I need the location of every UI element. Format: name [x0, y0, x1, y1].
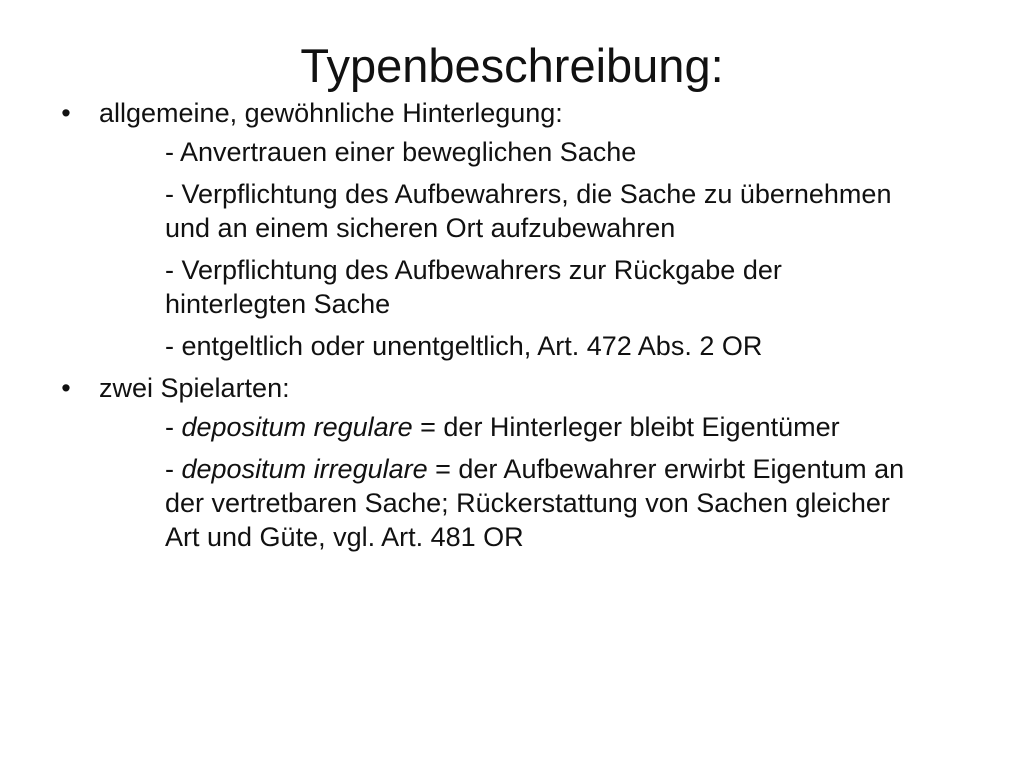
sub-item [58, 452, 905, 554]
sub-item-text: = der Aufbewahrer erwirbt Eigentum an der vertretbaren Sache; Rückerstattung von Sachen gleicher Art und Güte, vgl. Art. 481 OR [165, 454, 905, 552]
latin-term: depositum irregulare [181, 454, 428, 484]
bullet-heading: allgemeine, gewöhnliche Hinterlegung: [99, 98, 563, 128]
sub-item: - entgeltlich oder unentgeltlich, Art. 472 Abs. 2 OR [165, 331, 763, 361]
slide-content [58, 96, 958, 562]
sub-item: - Verpflichtung des Aufbewahrers zur Rückgabe der hinterlegten Sache [165, 255, 782, 319]
sub-item [58, 410, 905, 444]
sub-item-prefix: - [165, 454, 182, 484]
sub-item-prefix: - [165, 412, 182, 442]
sub-item: - Anvertrauen einer beweglichen Sache [165, 137, 637, 167]
latin-term: depositum regulare [181, 412, 413, 442]
bullet-heading: zwei Spielarten: [99, 373, 290, 403]
sub-item-text: = der Hinterleger bleibt Eigentümer [412, 412, 840, 442]
bullet-item [58, 96, 958, 130]
bullet-icon: • [61, 98, 71, 128]
sub-item: - Verpflichtung des Aufbewahrers, die Sache zu übernehmen und an einem sicheren Ort aufzubewahren [165, 179, 892, 243]
bullet-item [58, 371, 958, 405]
bullet-icon: • [61, 373, 71, 403]
slide-title: Typenbeschreibung: [300, 39, 724, 92]
